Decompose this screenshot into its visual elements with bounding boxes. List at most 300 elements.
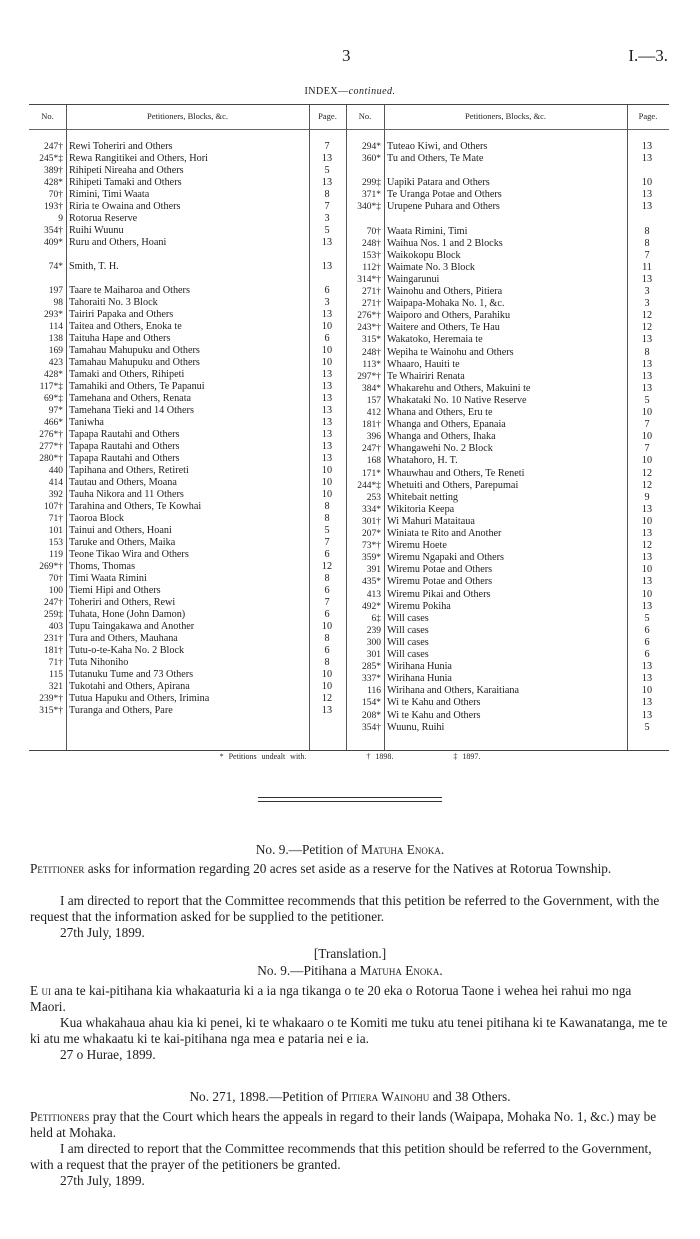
- table-row: [29, 455, 669, 467]
- table-row: [29, 177, 669, 189]
- row-name: Waimate No. 3 Block: [387, 261, 476, 273]
- row-name: Taituha Hape and Others: [69, 333, 171, 344]
- col-header-page: Page.: [318, 111, 337, 121]
- row-page: 13: [321, 417, 333, 428]
- row-name: Whakarehu and Others, Makuini te: [387, 382, 531, 394]
- table-row: [29, 141, 669, 153]
- row-name: Wi Mahuri Mataitaua: [387, 515, 475, 527]
- row-page: 13: [321, 309, 333, 320]
- table-row: [29, 552, 669, 564]
- row-name: Wirihana and Others, Karaitiana: [387, 685, 519, 697]
- row-number: 337*: [362, 674, 381, 685]
- row-name: Tamahau Mahupuku and Others: [69, 345, 200, 356]
- row-number: 293*: [44, 310, 63, 320]
- row-number: 248†: [362, 238, 381, 249]
- row-page: 10: [641, 685, 653, 697]
- row-number: 428*: [44, 178, 63, 188]
- row-page: 13: [321, 261, 333, 272]
- row-page: 12: [641, 479, 653, 491]
- row-name: Tamahiki and Others, Te Papanui: [69, 381, 205, 392]
- row-name: Whakataki No. 10 Native Reserve: [387, 394, 527, 406]
- row-name: Whangawehi No. 2 Block: [387, 443, 493, 455]
- row-number: 389†: [44, 166, 63, 176]
- row-number: 391: [366, 565, 381, 576]
- row-name: Tapapa Rautahi and Others: [69, 429, 180, 440]
- col-header-no: No.: [41, 111, 54, 121]
- document-reference: I.—3.: [628, 46, 668, 65]
- row-page: 6: [644, 624, 650, 636]
- row-page: 13: [641, 358, 653, 370]
- row-page: 10: [321, 357, 333, 368]
- row-name: Will cases: [387, 649, 429, 660]
- row-number: 247†: [362, 444, 381, 455]
- row-name: Wi te Kahu and Others: [387, 709, 481, 721]
- row-page: 8: [324, 633, 330, 644]
- row-name: Wikitoria Keepa: [387, 503, 455, 515]
- table-row: [29, 153, 669, 165]
- row-page: 10: [641, 515, 653, 527]
- row-number: 409*: [44, 238, 63, 248]
- row-page: 7: [644, 443, 650, 455]
- row-page: 13: [321, 393, 333, 404]
- row-name: Riria te Owaina and Others: [69, 201, 181, 212]
- table-row: [29, 274, 669, 286]
- row-page: 10: [641, 588, 653, 600]
- row-name: Ruihi Wuunu: [69, 225, 124, 236]
- row-name: Turanga and Others, Pare: [69, 705, 173, 716]
- row-number: 69*‡: [44, 394, 63, 404]
- row-name: Smith, T. H.: [69, 261, 119, 272]
- row-name: Tuhata, Hone (John Damon): [69, 609, 186, 620]
- row-page: 3: [324, 297, 330, 308]
- row-page: 8: [324, 513, 330, 524]
- row-page: 13: [641, 189, 653, 201]
- table-row: [29, 189, 669, 201]
- row-number: 300: [366, 637, 381, 648]
- row-number: 360*: [362, 154, 381, 165]
- row-name: Tarahina and Others, Te Kowhai: [69, 501, 202, 512]
- table-row: [29, 722, 669, 734]
- row-name: Taoroa Block: [69, 513, 125, 524]
- row-page: 5: [324, 165, 330, 176]
- header-rule: [29, 129, 669, 130]
- row-name: Whaaro, Hauiti te: [387, 358, 460, 370]
- row-number: 115: [49, 670, 63, 680]
- row-page: 12: [641, 322, 653, 334]
- translation-body: E ui ana te kai-pitihana kia whakaaturia ki a ia nga tikanga o te 20 eka o Rotorua Taone i wehea hei rahui mo nga Maori.: [30, 983, 632, 1014]
- row-name: Tuteao Kiwi, and Others: [387, 141, 488, 152]
- row-name: Taitea and Others, Enoka te: [69, 321, 182, 332]
- row-name: Tamaki and Others, Rihipeti: [69, 369, 185, 380]
- row-page: 8: [324, 189, 330, 200]
- row-page: 12: [321, 561, 333, 572]
- row-name: Tura and Others, Mauhana: [69, 633, 178, 644]
- row-number: 396: [366, 432, 381, 443]
- row-page: 7: [324, 537, 330, 548]
- row-number: 71†: [48, 658, 63, 668]
- row-number: 208*: [362, 710, 381, 721]
- petition-date: 27th July, 1899.: [60, 1173, 145, 1188]
- row-number: 392: [48, 490, 63, 500]
- row-number: 253: [366, 492, 381, 503]
- row-number: 412: [366, 408, 381, 418]
- table-row: [29, 528, 669, 540]
- row-name: Tamahau Mahupuku and Others: [69, 357, 200, 368]
- petition-report: I am directed to report that the Committee recommends that this petition be referred to the Government, with the request that the information asked for be supplied to the petitioner.: [30, 893, 660, 924]
- row-number: 413: [366, 589, 381, 600]
- row-number: 239: [366, 625, 381, 636]
- row-page: 11: [642, 261, 652, 273]
- petition-body: Petitioner asks for information regarding 20 acres set aside as a reserve for the Natives at Rotorua Township.: [30, 861, 612, 876]
- row-page: 10: [321, 621, 333, 632]
- row-page: 10: [321, 345, 333, 356]
- row-page: 6: [644, 636, 650, 648]
- petition-body: Petitioners pray that the Court which hears the appeals in regard to their lands (Waipapa, Mohaka No. 1, &c.) may be held at Mohaka.: [30, 1109, 657, 1140]
- row-number: 314*†: [357, 274, 381, 285]
- row-name: Tu and Others, Te Mate: [387, 153, 484, 165]
- page-number: 3: [342, 46, 351, 65]
- row-name: Waipapa-Mohaka No. 1, &c.: [387, 298, 505, 310]
- row-page: 13: [321, 429, 333, 440]
- row-name: Tutua Hapuku and Others, Irimina: [69, 693, 210, 704]
- row-page: 10: [641, 177, 653, 189]
- table-row: [29, 347, 669, 359]
- table-row: [29, 685, 669, 697]
- col-header-petitioners: Petitioners, Blocks, &c.: [147, 111, 228, 121]
- table-row: [29, 576, 669, 588]
- row-name: Tapapa Rautahi and Others: [69, 441, 180, 452]
- row-name: Uapiki Patara and Others: [387, 177, 490, 189]
- row-number: 423: [48, 358, 63, 368]
- row-page: 5: [324, 525, 330, 536]
- col-header-petitioners: Petitioners, Blocks, &c.: [465, 111, 546, 121]
- table-row: [29, 371, 669, 383]
- row-name: Whanga and Others, Ihaka: [387, 431, 496, 443]
- row-number: 100: [48, 586, 63, 596]
- table-row: [29, 637, 669, 649]
- row-number: 181†: [362, 420, 381, 431]
- table-row: [29, 407, 669, 419]
- row-name: Wirihana Hunia: [387, 661, 452, 673]
- row-name: Rewi Toheriri and Others: [69, 141, 173, 152]
- table-row: [29, 383, 669, 395]
- row-page: 6: [324, 549, 330, 560]
- row-number: 243*†: [357, 323, 381, 334]
- row-name: Wiremu Pikai and Others: [387, 588, 491, 600]
- table-row: [29, 322, 669, 334]
- row-number: 169: [48, 346, 63, 356]
- row-page: 5: [644, 394, 650, 406]
- row-number: 340*‡: [357, 202, 381, 213]
- row-page: 8: [644, 225, 650, 237]
- table-row: [29, 480, 669, 492]
- table-row: [29, 201, 669, 213]
- row-number: 70†: [366, 226, 381, 237]
- table-row: [29, 601, 669, 613]
- row-name: Tuta Nihoniho: [69, 657, 129, 668]
- row-name: Wi te Kahu and Others: [387, 697, 481, 709]
- translation-report: Kua whakahaua ahau kia ki penei, ki te whakaaro o te Komiti me tuku atu tenei pitihana ki te Kawanatanga, me te ki atu me whakaatu ki te kai-pitihana nga mea e patariа nei e ia.: [30, 1015, 668, 1046]
- row-page: 10: [321, 321, 333, 332]
- row-page: 10: [641, 455, 653, 467]
- row-name: Tainui and Others, Hoani: [69, 525, 172, 536]
- col-header-page: Page.: [638, 111, 658, 121]
- row-page: 13: [321, 405, 333, 416]
- row-page: 13: [641, 576, 653, 588]
- row-page: 13: [641, 153, 653, 165]
- row-page: 13: [321, 453, 333, 464]
- row-name: Tukotahi and Others, Apirana: [69, 681, 190, 692]
- row-name: Tapapa Rautahi and Others: [69, 453, 180, 464]
- table-row: [29, 310, 669, 322]
- row-number: 466*: [44, 418, 63, 428]
- row-page: 10: [641, 564, 653, 576]
- row-number: 247†: [44, 598, 63, 608]
- row-name: Te Uranga Potae and Others: [387, 189, 502, 201]
- row-number: 276*†: [357, 311, 381, 322]
- col-header-no: No.: [358, 111, 372, 121]
- row-page: 13: [641, 503, 653, 515]
- row-name: Waingarunui: [387, 273, 440, 285]
- row-number: 315*†: [39, 706, 63, 716]
- row-page: 8: [324, 501, 330, 512]
- page-header: [0, 46, 700, 66]
- row-name: Tiemi Hipi and Others: [69, 585, 161, 596]
- row-number: 97*: [48, 406, 63, 416]
- row-number: 248†: [362, 347, 381, 358]
- row-page: 10: [321, 465, 333, 476]
- row-page: 13: [321, 441, 333, 452]
- row-number: 138: [48, 334, 63, 344]
- row-name: Whauwhau and Others, Te Reneti: [387, 467, 525, 479]
- row-number: 354†: [44, 226, 63, 236]
- table-row: [29, 250, 669, 262]
- table-row: [29, 710, 669, 722]
- table-row: [29, 431, 669, 443]
- row-name: Wirihana Hunia: [387, 673, 452, 685]
- row-name: Rewa Rangitikei and Others, Hori: [69, 153, 208, 164]
- row-number: 112†: [362, 262, 381, 273]
- row-name: Will cases: [387, 636, 429, 648]
- row-page: 13: [641, 141, 653, 152]
- row-number: 207*: [362, 529, 381, 539]
- row-page: 6: [324, 609, 330, 620]
- row-number: 245*‡: [39, 154, 63, 164]
- table-row: [29, 516, 669, 528]
- footnote: * Petitions undealt with. † 1898. ‡ 1897.: [219, 752, 481, 761]
- row-page: 12: [641, 310, 653, 322]
- translation-label: [Translation.]: [313, 946, 387, 961]
- row-name: Teone Tikao Wira and Others: [69, 549, 189, 560]
- row-name: Whitebait netting: [387, 491, 459, 503]
- row-name: Tautau and Others, Moana: [69, 477, 177, 488]
- row-page: 12: [641, 467, 653, 479]
- row-name: Rimini, Timi Waata: [69, 189, 150, 200]
- row-number: 359*: [362, 553, 381, 564]
- row-number: 440: [48, 466, 63, 476]
- row-name: Tamehana Tieki and 14 Others: [69, 405, 194, 416]
- row-name: Tairiri Papaka and Others: [69, 309, 174, 320]
- row-name: Taruke and Others, Maika: [69, 537, 176, 548]
- row-number: 9: [58, 214, 63, 224]
- row-number: 299‡: [362, 178, 381, 189]
- petition-date: 27th July, 1899.: [60, 925, 145, 940]
- row-number: 334*: [362, 504, 381, 515]
- row-number: 6‡: [371, 613, 381, 624]
- row-number: 384*: [362, 383, 381, 394]
- row-page: 13: [641, 528, 653, 539]
- row-page: 10: [641, 407, 653, 418]
- table-row: [29, 395, 669, 407]
- row-name: Rihipeti Nireaha and Others: [69, 165, 184, 176]
- row-number: 371*: [362, 190, 381, 201]
- row-page: 13: [641, 201, 653, 213]
- row-number: 197: [48, 286, 63, 296]
- row-page: 13: [641, 600, 653, 612]
- row-number: 181†: [44, 646, 63, 656]
- table-row: [29, 359, 669, 371]
- row-number: 301: [366, 650, 381, 660]
- row-page: 7: [324, 141, 330, 152]
- row-page: 10: [321, 669, 333, 680]
- row-number: 276*†: [39, 430, 63, 440]
- table-row: [29, 589, 669, 601]
- row-number: 193†: [44, 202, 63, 212]
- row-number: 119: [49, 550, 63, 560]
- petition-title: No. 9.—Petition of Matuha Enoka.: [255, 842, 445, 857]
- row-name: Wainohu and Others, Pitiera: [387, 286, 503, 297]
- row-page: 13: [641, 273, 653, 285]
- table-row: [29, 673, 669, 685]
- row-page: 6: [324, 285, 330, 296]
- row-number: 301†: [362, 516, 381, 527]
- table-row: [29, 468, 669, 480]
- row-name: Whatahoro, H. T.: [387, 455, 458, 467]
- row-name: Wiremu Hoete: [387, 540, 447, 552]
- row-page: 9: [644, 491, 650, 503]
- row-page: 5: [644, 721, 650, 733]
- row-name: Wiremu Ngapaki and Others: [387, 552, 504, 564]
- table-row: [29, 504, 669, 516]
- row-page: 8: [324, 573, 330, 584]
- row-name: Whetuiti and Others, Parepumai: [387, 479, 519, 491]
- row-number: 354†: [362, 722, 381, 733]
- row-number: 114: [49, 322, 63, 332]
- table-row: [29, 165, 669, 177]
- row-page: 13: [321, 369, 333, 380]
- row-name: Ruru and Others, Hoani: [69, 237, 167, 248]
- row-number: 277*†: [39, 442, 63, 452]
- row-page: 13: [641, 709, 653, 721]
- row-number: 98: [53, 298, 63, 308]
- row-page: 13: [641, 661, 653, 673]
- row-page: 5: [644, 612, 650, 624]
- row-number: 71†: [48, 514, 63, 524]
- translation-title: No. 9.—Pitihana a Matuha Enoka.: [257, 963, 443, 978]
- table-row: [29, 298, 669, 310]
- row-page: 6: [644, 649, 650, 660]
- row-number: 269*†: [39, 562, 63, 572]
- index-title: INDEX—continued.: [304, 86, 396, 97]
- row-page: 13: [641, 552, 653, 564]
- row-number: 315*: [362, 335, 381, 346]
- row-name: Tupu Taingakawa and Another: [69, 621, 195, 632]
- row-number: 435*: [362, 577, 381, 588]
- table-row: [29, 661, 669, 673]
- row-number: 492*: [362, 601, 381, 612]
- row-number: 107†: [44, 502, 63, 512]
- table-row: [29, 564, 669, 576]
- row-page: 6: [324, 645, 330, 656]
- row-page: 6: [324, 333, 330, 344]
- row-name: Waihua Nos. 1 and 2 Blocks: [387, 237, 503, 249]
- row-number: 73*†: [362, 541, 381, 552]
- row-number: 244*‡: [357, 480, 381, 491]
- table-row: [29, 334, 669, 346]
- row-name: Wakatoko, Heremaia te: [387, 334, 483, 346]
- petition-title: No. 271, 1898.—Petition of Pitiera Wainohu and 38 Others.: [189, 1089, 511, 1104]
- row-number: 153: [48, 538, 63, 548]
- row-page: 13: [641, 334, 653, 346]
- row-name: Urupene Puhara and Others: [387, 201, 500, 213]
- row-name: Te Whairiri Renata: [387, 370, 465, 382]
- row-page: 10: [321, 489, 333, 500]
- row-number: 247†: [44, 142, 63, 152]
- row-number: 280*†: [39, 454, 63, 464]
- row-name: Taare te Maiharoa and Others: [69, 285, 190, 296]
- row-number: 403: [48, 622, 63, 632]
- row-name: Will cases: [387, 612, 429, 624]
- row-number: 116: [367, 686, 381, 697]
- table-row: [29, 649, 669, 661]
- row-name: Tahoraiti No. 3 Block: [69, 297, 158, 308]
- row-number: 117*‡: [39, 382, 63, 392]
- row-name: Rihipeti Tamaki and Others: [69, 177, 182, 188]
- table-row: [29, 540, 669, 552]
- row-number: 113*: [362, 359, 381, 370]
- row-number: 171*: [362, 468, 381, 479]
- row-number: 153†: [362, 250, 381, 261]
- row-name: Tutanuku Tume and 73 Others: [69, 669, 194, 680]
- row-page: 8: [644, 237, 650, 249]
- row-name: Whanga and Others, Epanaia: [387, 419, 506, 431]
- row-number: 271†: [362, 299, 381, 310]
- row-page: 3: [324, 213, 330, 224]
- row-number: 239*†: [39, 694, 63, 704]
- row-name: Waata Rimini, Timi: [387, 225, 468, 237]
- row-page: 13: [321, 153, 333, 164]
- row-name: Tutu-o-te-Kaha No. 2 Block: [69, 645, 185, 656]
- table-row: [29, 419, 669, 431]
- row-number: 168: [366, 456, 381, 467]
- table-row: [29, 286, 669, 298]
- table-row: [29, 613, 669, 625]
- table-row: [29, 697, 669, 709]
- table-row: [29, 262, 669, 274]
- table-row: [29, 443, 669, 455]
- row-page: 13: [321, 237, 333, 248]
- table-row: [29, 213, 669, 225]
- row-page: 6: [324, 585, 330, 596]
- row-name: Waikokopu Block: [387, 249, 461, 261]
- row-name: Wiremu Potae and Others: [387, 564, 493, 576]
- row-page: 7: [324, 201, 330, 212]
- row-number: 259‡: [44, 610, 63, 620]
- row-page: 13: [321, 705, 333, 716]
- row-number: 321: [48, 682, 63, 692]
- table-row: [29, 625, 669, 637]
- row-number: 70†: [48, 574, 63, 584]
